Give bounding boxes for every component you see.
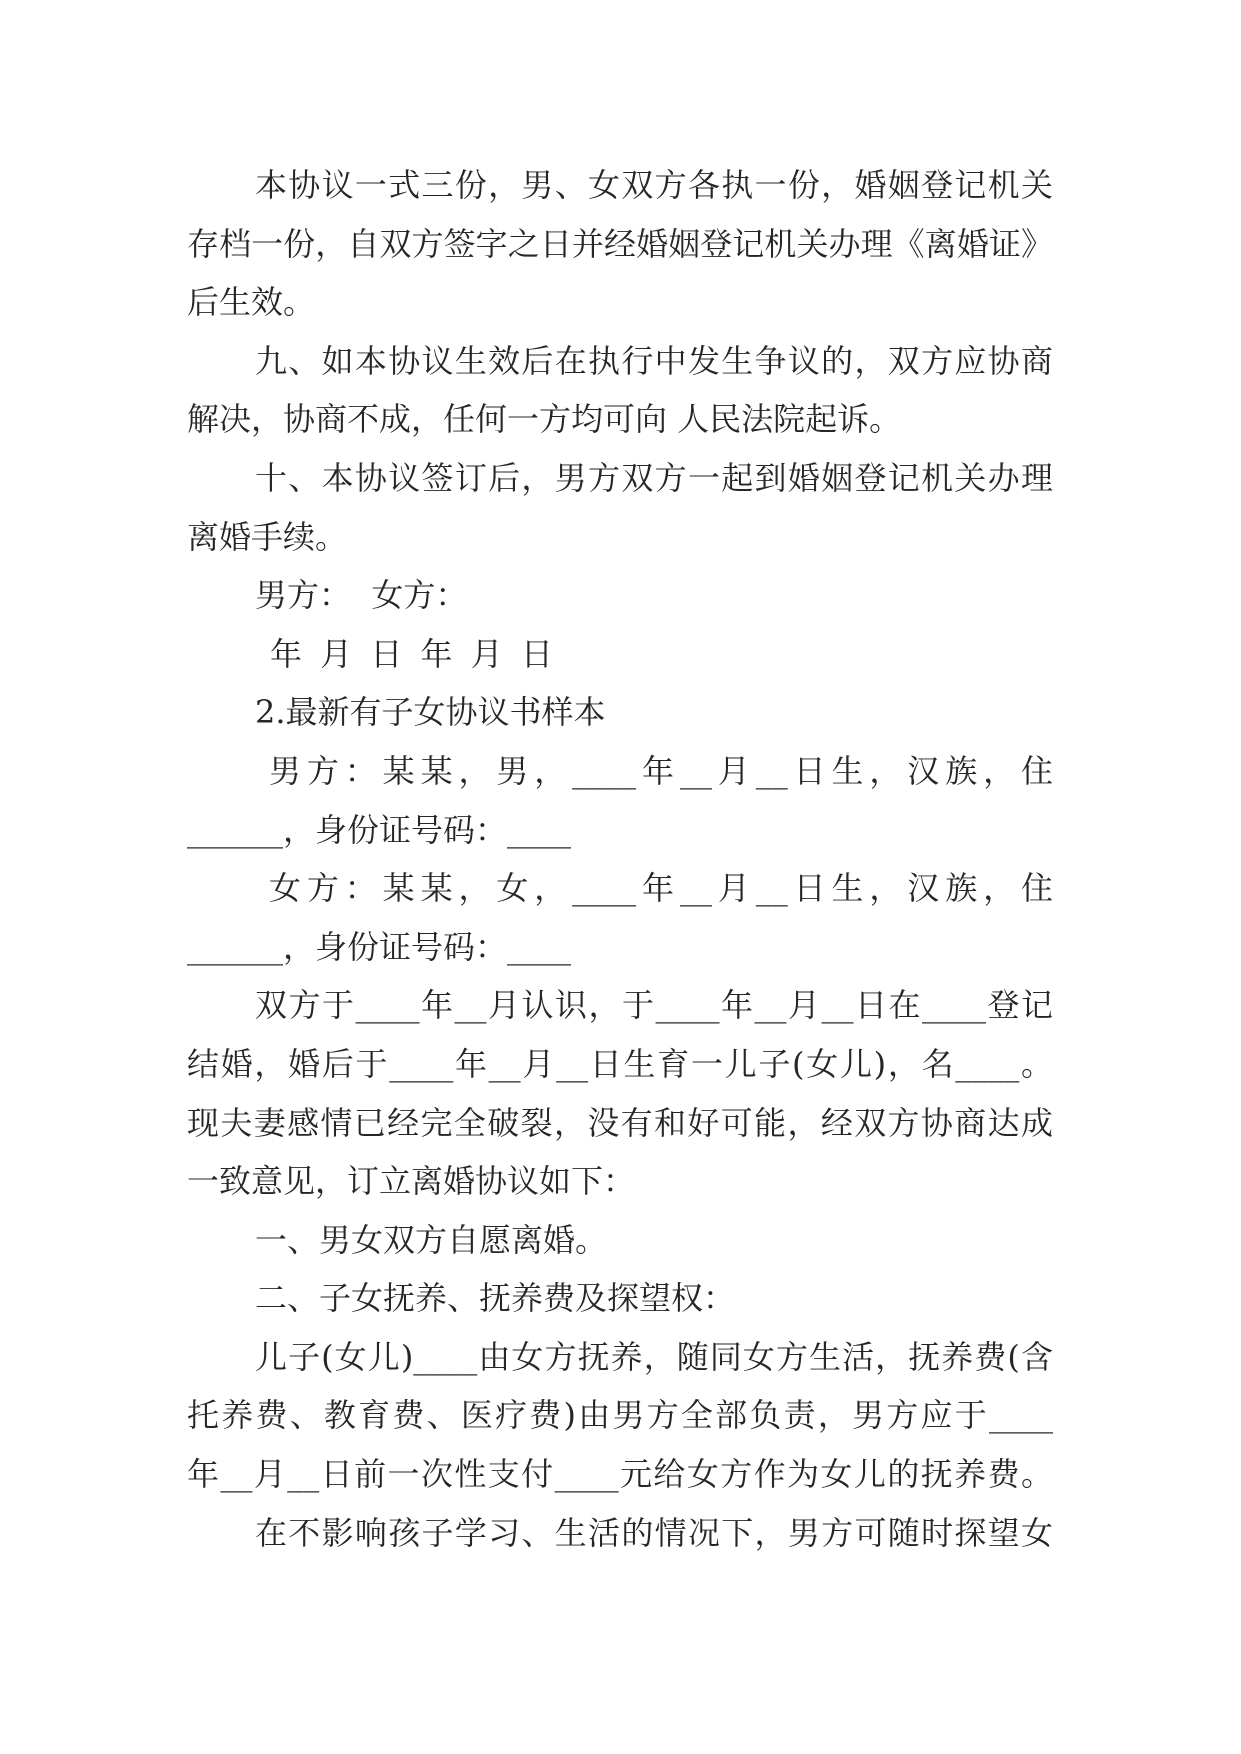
text-line: 女方：某某，女，____年__月__日生，汉族，住 bbox=[269, 869, 1053, 908]
agreement-copies-clause bbox=[187, 156, 1053, 332]
text-line: 在不影响孩子学习、生活的情况下，男方可随时探望女 bbox=[255, 1513, 1053, 1552]
text-line: 2.最新有子女协议书样本 bbox=[255, 693, 606, 732]
text-line: 托养费、教育费、医疗费)由男方全部负责，男方应于____ bbox=[187, 1396, 1053, 1435]
text-line: 二、子女抚养、抚养费及探望权： bbox=[255, 1279, 736, 1318]
text-line: 年 月 日 年 月 日 bbox=[270, 634, 553, 673]
wife-info bbox=[187, 859, 1053, 976]
child-custody-terms bbox=[187, 1328, 1053, 1504]
date-line bbox=[187, 625, 1053, 684]
text-line: 十、本协议签订后，男方双方一起到婚姻登记机关办理 bbox=[255, 458, 1053, 497]
text-line: 本协议一式三份，男、女双方各执一份，婚姻登记机关 bbox=[255, 166, 1053, 204]
husband-info bbox=[187, 742, 1053, 859]
text-line: 结婚，婚后于____年__月__日生育一儿子(女儿)，名____。 bbox=[187, 1044, 1053, 1083]
text-line: 男方：某某，男，____年__月__日生，汉族，住 bbox=[269, 751, 1053, 790]
text-line: 离婚手续。 bbox=[187, 517, 348, 556]
text-line: 男方： 女方： bbox=[255, 576, 468, 615]
clause-ten-registration bbox=[187, 449, 1053, 566]
document-body bbox=[187, 156, 1053, 1562]
text-line: 九、如本协议生效后在执行中发生争议的，双方应协商 bbox=[255, 341, 1053, 380]
clause-two-heading bbox=[187, 1269, 1053, 1328]
visitation-terms bbox=[187, 1504, 1053, 1563]
text-line: 双方于____年__月认识，于____年__月__日在____登记 bbox=[255, 986, 1053, 1025]
text-line: 一致意见，订立离婚协议如下： bbox=[187, 1162, 636, 1201]
text-line: 儿子(女儿)____由女方抚养，随同女方生活，抚养费(含 bbox=[255, 1337, 1053, 1376]
marriage-background bbox=[187, 976, 1053, 1210]
text-line: 解决，协商不成，任何一方均可向 人民法院起诉。 bbox=[187, 400, 902, 439]
clause-nine-disputes bbox=[187, 332, 1053, 449]
text-line: ______，身份证号码：____ bbox=[187, 810, 572, 849]
section-heading bbox=[187, 683, 1053, 742]
text-line: ______，身份证号码：____ bbox=[187, 927, 572, 966]
signature-line bbox=[187, 566, 1053, 625]
text-line: 后生效。 bbox=[187, 283, 316, 322]
text-line: 年__月__日前一次性支付____元给女方作为女儿的抚养费。 bbox=[187, 1455, 1053, 1494]
clause-one-divorce bbox=[187, 1211, 1053, 1270]
text-line: 存档一份，自双方签字之日并经婚姻登记机关办理《离婚证》 bbox=[187, 224, 1053, 263]
text-line: 现夫妻感情已经完全破裂，没有和好可能，经双方协商达成 bbox=[187, 1103, 1053, 1142]
text-line: 一、男女双方自愿离婚。 bbox=[255, 1220, 608, 1259]
